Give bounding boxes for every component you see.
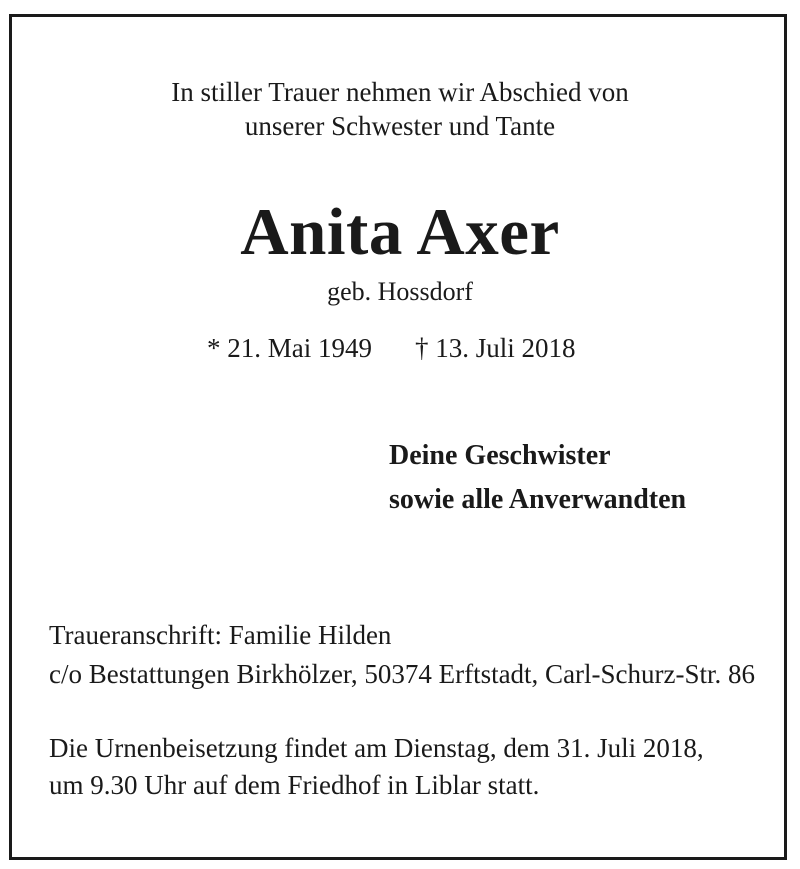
intro-line-2: unserer Schwester und Tante [244, 111, 556, 141]
burial-info-line-1: Die Urnenbeisetzung findet am Dienstag, dem 31. Juli 2018, [49, 733, 704, 763]
condolence-address-line-1: Traueranschrift: Familie Hilden [49, 620, 392, 650]
condolence-address-line-2: c/o Bestattungen Birkhölzer, 50374 Erftstadt, Carl-Schurz-Str. 86 [49, 659, 756, 689]
deceased-name: Anita Axer [240, 195, 560, 269]
mourners-line-2: sowie alle Anverwandten [389, 484, 687, 515]
mourners-line-1: Deine Geschwister [389, 440, 611, 471]
burial-info-line-2: um 9.30 Uhr auf dem Friedhof in Liblar statt. [49, 770, 540, 800]
birth-name: geb. Hossdorf [327, 277, 473, 306]
intro-line-1: In stiller Trauer nehmen wir Abschied von [171, 77, 629, 107]
death-date: † 13. Juli 2018 [415, 333, 576, 363]
birth-date: * 21. Mai 1949 [207, 333, 372, 363]
